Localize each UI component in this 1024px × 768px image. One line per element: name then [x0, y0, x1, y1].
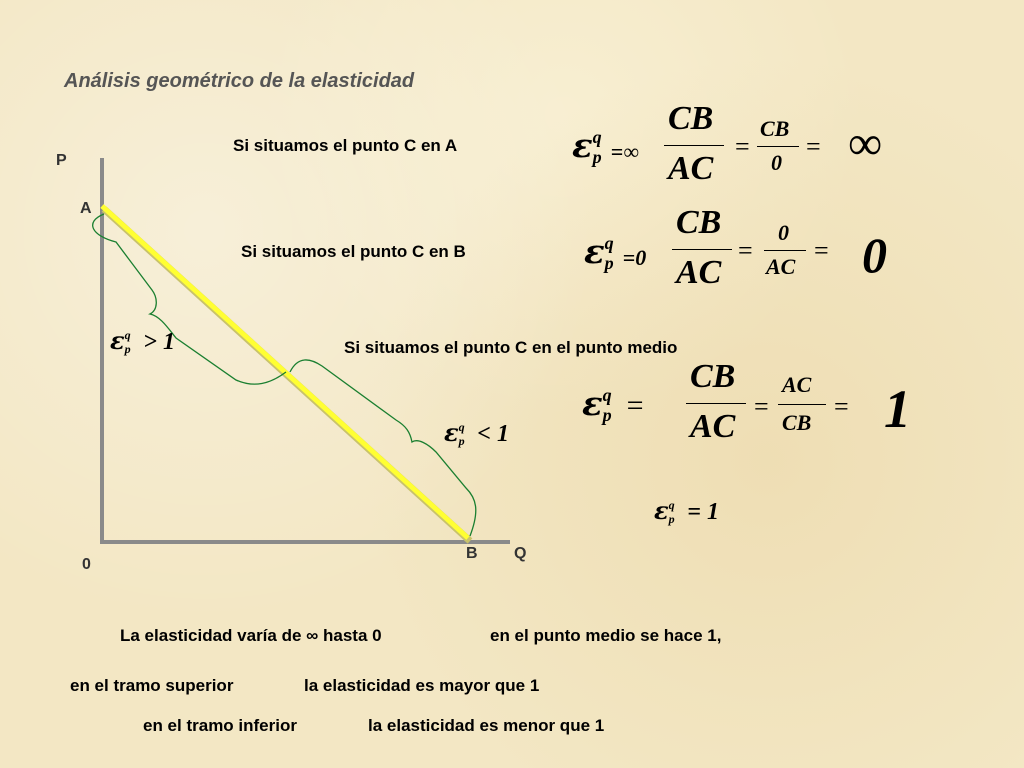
- summary-line3-b: la elasticidad es menor que 1: [368, 716, 605, 735]
- p-axis-label: P: [56, 152, 67, 169]
- case-b-den1: AC: [676, 254, 722, 291]
- case-mid-result: 1: [884, 379, 911, 439]
- upper-brace: [93, 214, 286, 384]
- upper-segment-elasticity: $\varepsilon^qp > 1$: [110, 326, 175, 356]
- lower-segment-value: < 1: [477, 421, 509, 447]
- point-b-label: B: [466, 545, 478, 562]
- case-mid-fraction-bar2: [778, 404, 826, 405]
- case-a-den1: AC: [668, 150, 714, 187]
- case-b-fraction-bar2: [764, 250, 806, 251]
- summary-line2-a: en el tramo superior: [70, 676, 234, 695]
- case-mid-den2: CB: [782, 410, 812, 435]
- q-axis-label: Q: [514, 545, 527, 562]
- case-a-symbol: =∞: [610, 139, 639, 164]
- case-b-eq2: =: [814, 236, 829, 265]
- case-a-text: Si situamos el punto C en A: [233, 136, 458, 155]
- case-b-text: Si situamos el punto C en B: [241, 242, 466, 261]
- origin-label: 0: [82, 556, 91, 573]
- case-mid-epsilon: $\varepsilon^qp$ =: [582, 384, 644, 425]
- case-mid-fraction-bar1: [686, 403, 746, 404]
- case-a-num1: CB: [668, 100, 714, 137]
- case-a-fraction-bar1: [664, 145, 724, 146]
- case-b-result: 0: [862, 227, 887, 283]
- case-b-fraction-bar1: [672, 249, 732, 250]
- case-b-den2: AC: [766, 254, 796, 279]
- case-mid-eq1: =: [754, 392, 769, 421]
- case-b-num1: CB: [676, 204, 722, 241]
- summary-line3-a: en el tramo inferior: [143, 716, 297, 735]
- midpoint-value: = 1: [687, 499, 719, 525]
- midpoint-elasticity: $\varepsilon^qp = 1$: [654, 496, 719, 526]
- lower-segment-elasticity: $\varepsilon^qp < 1$: [444, 418, 509, 448]
- slide-title: Análisis geométrico de la elasticidad: [64, 70, 415, 92]
- summary-line1-b: en el punto medio se hace 1,: [490, 626, 722, 645]
- case-mid-num1: CB: [690, 358, 736, 395]
- case-b-epsilon: $\varepsilon^qp =0$: [584, 232, 647, 273]
- case-a-den2: 0: [771, 150, 782, 175]
- case-a-eq1: =: [735, 132, 750, 161]
- case-a-eq2: =: [806, 132, 821, 161]
- summary-line2-b: la elasticidad es mayor que 1: [304, 676, 540, 695]
- upper-segment-value: > 1: [143, 329, 175, 355]
- case-b-symbol: =0: [622, 245, 647, 270]
- case-a-epsilon: $\varepsilon^qp$ =∞: [572, 126, 639, 167]
- case-a-result: ∞: [848, 117, 883, 170]
- case-mid-text: Si situamos el punto C en el punto medio: [344, 338, 678, 357]
- case-mid-num2: AC: [782, 372, 812, 397]
- summary-line1-a: La elasticidad varía de ∞ hasta 0: [120, 626, 382, 645]
- case-mid-den1: AC: [690, 408, 736, 445]
- point-a-label: A: [80, 200, 92, 217]
- case-a-fraction-bar2: [757, 146, 799, 147]
- case-b-eq1: =: [738, 236, 753, 265]
- case-mid-eq2: =: [834, 392, 849, 421]
- case-a-num2: CB: [760, 116, 790, 141]
- case-b-num2: 0: [778, 220, 789, 245]
